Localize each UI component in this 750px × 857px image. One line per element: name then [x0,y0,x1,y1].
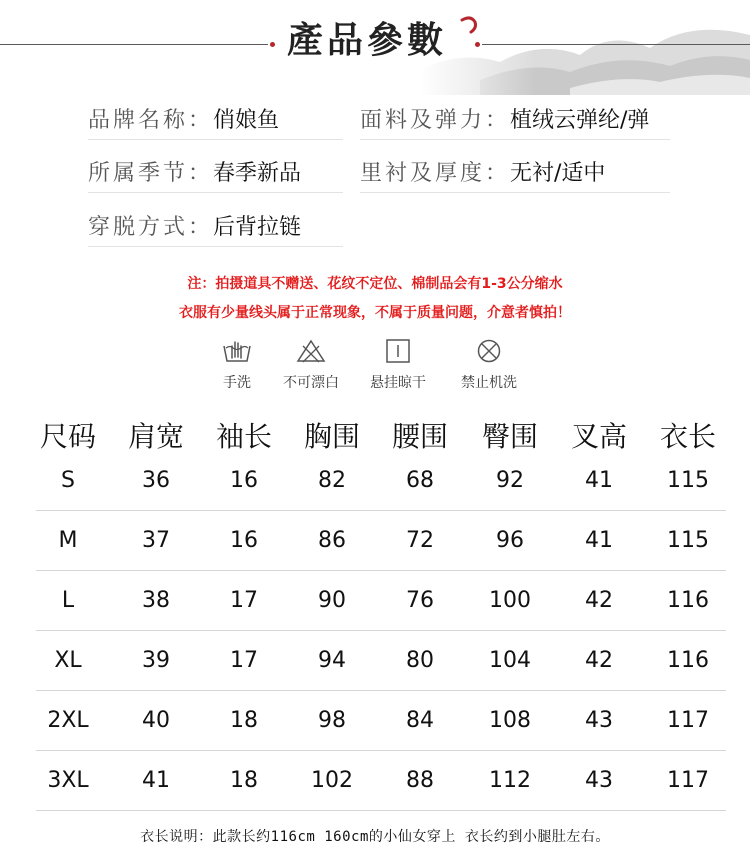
size-table-header [0,415,750,455]
param-underline [88,246,343,247]
cell: 37 [142,528,170,553]
th-hip: 臀围 [481,420,538,453]
cell: 117 [667,768,709,793]
header-rule-left [0,44,268,45]
cell-size: M [58,528,78,553]
param-season-key: 所属季节： [88,161,214,186]
param-underline [88,192,343,193]
table-row [0,751,750,811]
param-brand-key: 品牌名称： [88,108,214,133]
cell: 17 [230,588,258,613]
cell: 96 [496,528,524,553]
cell: 102 [311,768,353,793]
note-line-1: 注：拍摄道具不赠送、花纹不定位、棉制品会有1-3公分缩水 [187,276,563,292]
table-row [0,571,750,631]
th-sleeve: 袖长 [215,420,272,453]
param-brand [88,106,343,140]
param-fabric [360,106,670,140]
cell: 43 [585,768,613,793]
no-machine-wash-icon [474,338,504,364]
cell: 41 [142,768,170,793]
cell-size: L [61,588,75,613]
param-closure [88,213,343,247]
hand-wash-icon [222,338,252,364]
cell: 116 [667,588,709,613]
cell: 40 [142,708,170,733]
care-no-machine-wash [434,338,544,392]
th-shoulder: 肩宽 [127,420,184,453]
param-underline [360,192,670,193]
th-slit: 叉高 [570,420,627,453]
cell: 86 [318,528,346,553]
param-fabric-key: 面料及弹力： [360,108,511,133]
cell: 16 [230,468,258,493]
cell: 115 [667,528,709,553]
cell: 39 [142,648,170,673]
care-label: 手洗 [223,375,251,391]
page-title: 產品參數 [287,19,448,61]
param-closure-key: 穿脱方式： [88,215,214,240]
cell: 104 [489,648,531,673]
param-lining-key: 里衬及厚度： [360,161,511,186]
cell: 90 [318,588,346,613]
hang-dry-icon [383,338,413,364]
cell: 92 [496,468,524,493]
th-bust: 胸围 [303,420,360,453]
cell: 41 [585,528,613,553]
cell: 36 [142,468,170,493]
cell: 98 [318,708,346,733]
param-lining-value: 无衬/适中 [510,161,606,186]
param-season-value: 春季新品 [213,161,302,186]
param-lining [360,159,670,193]
care-label: 不可漂白 [283,375,339,391]
param-underline [360,139,670,140]
param-season [88,159,343,193]
cell: 16 [230,528,258,553]
cell: 42 [585,588,613,613]
note-line-2: 衣服有少量线头属于正常现象，不属于质量问题，介意者慎拍！ [179,305,571,321]
cell: 88 [406,768,434,793]
cell: 42 [585,648,613,673]
cell: 117 [667,708,709,733]
cell: 18 [230,708,258,733]
th-waist: 腰围 [391,420,448,453]
cell: 18 [230,768,258,793]
cell: 68 [406,468,434,493]
cell: 116 [667,648,709,673]
cell: 43 [585,708,613,733]
header-rule-right [482,44,750,45]
cell-size: XL [54,648,82,673]
table-row [0,451,750,511]
table-row [0,631,750,691]
cell: 72 [406,528,434,553]
param-underline [88,139,343,140]
no-bleach-icon [296,338,326,364]
care-label: 悬挂晾干 [370,375,426,391]
cell: 100 [489,588,531,613]
cell: 112 [489,768,531,793]
header [0,0,750,100]
table-row [0,511,750,571]
header-dot-left [270,42,275,47]
cell-size: S [61,468,75,493]
row-divider [36,810,726,811]
red-seal-stroke-icon [459,14,479,34]
cell: 108 [489,708,531,733]
cell-size: 3XL [47,768,89,793]
cell: 115 [667,468,709,493]
cell-size: 2XL [47,708,89,733]
cell: 38 [142,588,170,613]
cell: 84 [406,708,434,733]
th-size: 尺码 [39,420,96,453]
cell: 41 [585,468,613,493]
cell: 82 [318,468,346,493]
param-closure-value: 后背拉链 [213,215,302,240]
cell: 76 [406,588,434,613]
cell: 94 [318,648,346,673]
length-note: 衣长说明：此款长约116cm 160cm的小仙女穿上 衣长约到小腿肚左右。 [140,829,610,845]
care-label: 禁止机洗 [461,375,517,391]
cell: 17 [230,648,258,673]
param-brand-value: 俏娘鱼 [213,108,280,133]
cell: 80 [406,648,434,673]
table-row [0,691,750,751]
param-fabric-value: 植绒云弹纶/弹 [510,108,650,133]
th-length: 衣长 [659,420,716,453]
